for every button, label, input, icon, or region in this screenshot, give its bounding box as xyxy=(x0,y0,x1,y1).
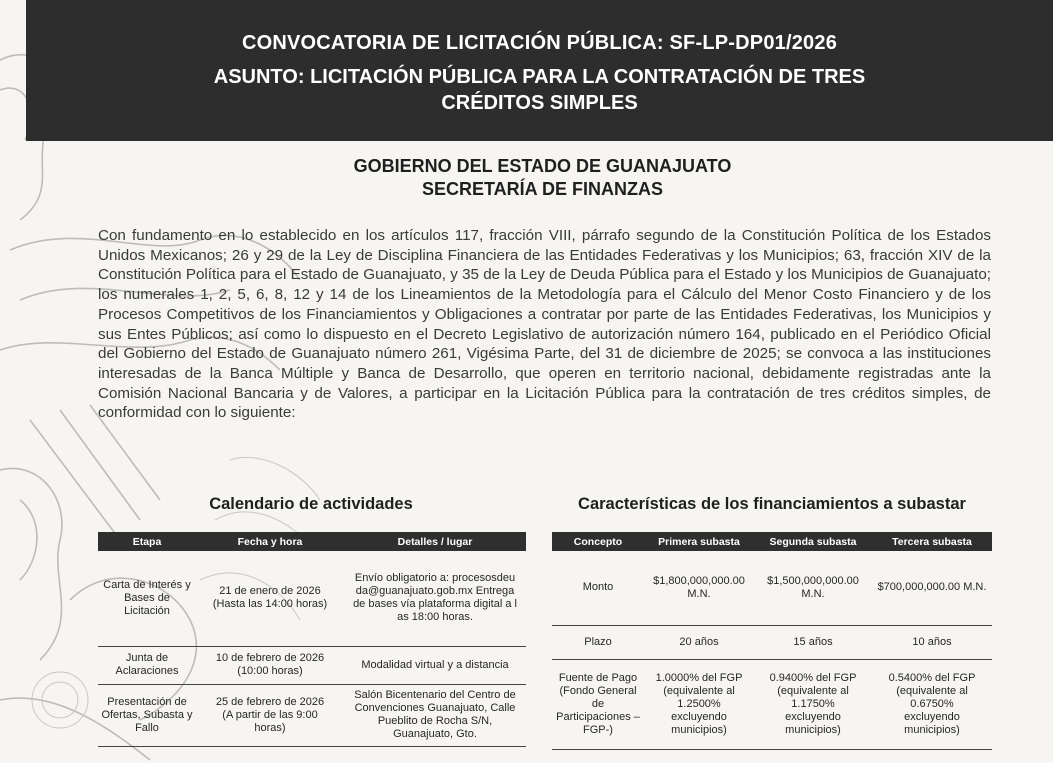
cell-detalles: Salón Bicentenario del Centro de Convenciones Guanajuato, Calle Pueblito de Rocha S/N, Guanajuato, Gto. xyxy=(344,684,526,746)
cell-detalles: Envío obligatorio a: procesosdeuda@guanajuato.gob.mx Entrega de bases vía plataforma digital a las 18:00 horas. xyxy=(344,551,526,646)
header-segunda: Segunda subasta xyxy=(754,532,872,551)
cell-etapa: Carta de Interés y Bases de Licitación xyxy=(98,551,196,646)
header-fecha: Fecha y hora xyxy=(196,532,344,551)
secretariat-name: SECRETARÍA DE FINANZAS xyxy=(421,179,663,199)
table-row xyxy=(552,625,992,659)
cell-fecha: 10 de febrero de 2026 (10:00 horas) xyxy=(196,646,344,684)
cell-etapa: Presentación de Ofertas, Subasta y Fallo xyxy=(98,684,196,746)
calendar-title: Calendario de actividades xyxy=(209,495,413,513)
cell-tercera: 10 años xyxy=(872,625,992,659)
cell-concepto: Monto xyxy=(552,551,644,625)
government-heading xyxy=(0,155,1053,201)
cell-detalles: Modalidad virtual y a distancia xyxy=(344,646,526,684)
cell-segunda: 15 años xyxy=(754,625,872,659)
table-row xyxy=(98,646,526,684)
cell-primera: 1.0000% del FGP (equivalente al 1.2500% excluyendo municipios) xyxy=(644,659,754,749)
table-row xyxy=(98,551,526,646)
financing-table xyxy=(552,532,992,750)
header-etapa: Etapa xyxy=(98,532,196,551)
header-detalles: Detalles / lugar xyxy=(344,532,526,551)
header-tercera: Tercera subasta xyxy=(872,532,992,551)
cell-etapa: Junta de Aclaraciones xyxy=(98,646,196,684)
cell-concepto: Plazo xyxy=(552,625,644,659)
table-row xyxy=(98,684,526,746)
asunto-title: ASUNTO: LICITACIÓN PÚBLICA PARA LA CONTRATACIÓN DE TRES CRÉDITOS SIMPLES xyxy=(213,66,866,114)
cell-tercera: 0.5400% del FGP (equivalente al 0.6750% excluyendo municipios) xyxy=(872,659,992,749)
cell-segunda: $1,500,000,000.00 M.N. xyxy=(754,551,872,625)
cell-segunda: 0.9400% del FGP (equivalente al 1.1750% excluyendo municipios) xyxy=(754,659,872,749)
calendar-table xyxy=(98,532,526,747)
convocatoria-title: CONVOCATORIA DE LICITACIÓN PÚBLICA: SF-LP-DP01/2026 xyxy=(241,32,838,54)
cell-primera: 20 años xyxy=(644,625,754,659)
intro-paragraph: Con fundamento en lo establecido en los artículos 117, fracción VIII, párrafo segundo de la Constitución Política de los Estados Unidos Mexicanos; 26 y 29 de la Ley de Disciplina Financiera de las Entidades Federativas y los Municipios; 63, fracción XIV de la Constitución Política para el Estado de Guanajuato, y 35 de la Ley de Deuda Pública para el Estado y los Municipios de Guanajuato; los numerales 1, 2, 5, 6, 8, 12 y 14 de los Lineamientos de la Metodología para el Cálculo del Menor Costo Financiero y de los Procesos Competitivos de los Financiamientos y Obligaciones a contratar por parte de las Entidades Federativas, los Municipios y sus Entes Públicos; así como lo dispuesto en el Decreto Legislativo de autorización número 164, publicado en el Periódico Oficial del Gobierno del Estado de Guanajuato número 261, Vigésima Parte, del 31 de diciembre de 2025; se convoca a las instituciones interesadas de la Banca Múltiple y Banca de Desarrollo, que operen en territorio nacional, debidamente registradas ante la Comisión Nacional Bancaria y de Valores, a participar en la Licitación Pública para la contratación de tres créditos simples, de conformidad con lo siguiente: xyxy=(98,227,991,422)
cell-fecha: 25 de febrero de 2026 (A partir de las 9:00 horas) xyxy=(196,684,344,746)
government-name: GOBIERNO DEL ESTADO DE GUANAJUATO xyxy=(353,156,732,176)
title-banner xyxy=(26,0,1053,141)
header-primera: Primera subasta xyxy=(644,532,754,551)
table-row xyxy=(552,551,992,625)
cell-concepto: Fuente de Pago (Fondo General de Participaciones –FGP-) xyxy=(552,659,644,749)
financing-title: Características de los financiamientos a subastar xyxy=(578,495,966,513)
cell-tercera: $700,000,000.00 M.N. xyxy=(872,551,992,625)
cell-fecha: 21 de enero de 2026 (Hasta las 14:00 horas) xyxy=(196,551,344,646)
header-concepto: Concepto xyxy=(552,532,644,551)
table-row xyxy=(552,659,992,749)
cell-primera: $1,800,000,000.00 M.N. xyxy=(644,551,754,625)
